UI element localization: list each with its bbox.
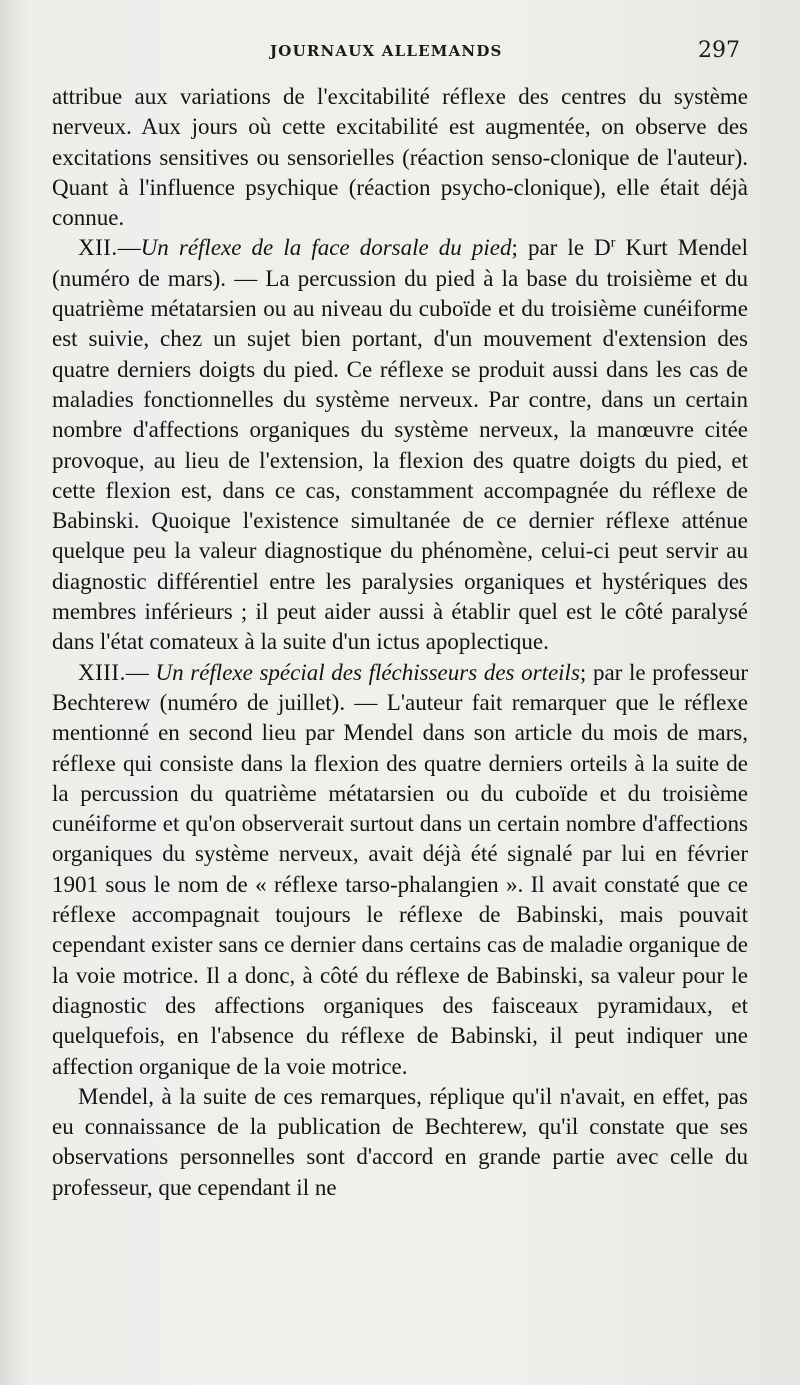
section-dash: — <box>125 659 149 685</box>
section-text: ; par le professeur Bechterew (numéro de juillet). — L'auteur fait remarquer que le réflexe mentionné en second lieu par Mendel dans son article du mois de mars, réflexe qui consiste dans la flexion des quatre derniers orteils à la suite de la percussion du quatrième métatarsien ou du cuboïde et du troisième cunéiforme et qu'on observerait surtout dans un certain nombre d'affections organiques du système nerveux, avait déjà été signalé par lui en février 1901 sous le nom de « réflexe tarso-phalangien ». Il avait constaté que ce réflexe accompagnait toujours le réflexe de Babinski, mais pouvait cependant exister sans ce dernier dans certains cas de maladie organique de la voie motrice. Il a donc, à côté du réflexe de Babinski, sa valeur pour le diagnostic des affections organiques des faisceaux pyramidaux, et quelquefois, en l'absence du réflexe de Babinski, il peut indiquer une affection organique de la voie motrice. <box>52 659 748 1079</box>
section-text: Kurt Mendel (numéro de mars). — La percussion du pied à la base du troisième et du quatrième métatarsien ou au niveau du cuboïde et du troisième cunéiforme est suivie, chez un sujet bien portant, d'un mouvement d'extension des quatre derniers doigts du pied. Ce réflexe se produit aussi dans les cas de maladies fonctionnelles du système nerveux. Par contre, dans un certain nombre d'affections organiques du système nerveux, la manœuvre citée provoque, au lieu de l'extension, la flexion des quatre doigts du pied, et cette flexion est, dans ce cas, constamment accompagnée du réflexe de Babinski. Quoique l'existence simultanée de ce dernier réflexe atténue quelque peu la valeur diagnostique du phénomène, celui-ci peut servir au diagnostic différentiel entre les paralysies organiques et hystériques des membres inférieurs ; il peut aider aussi à établir quel est le côté paralysé dans l'état comateux à la suite d'un ictus apoplectique. <box>52 235 749 655</box>
paragraph-continuation: attribue aux variations de l'excitabilité réflexe des centres du système nerveux. Aux jours où cette excitabilité est augmentée, on observe des excitations sensitives ou sensorielles (réaction senso-clonique de l'auteur). Quant à l'influence psychique (réaction psycho-clonique), elle était déjà connue. <box>52 84 748 231</box>
section-number: XII. <box>78 235 118 261</box>
body-text <box>52 82 748 1203</box>
paragraph-xiii <box>52 658 748 1082</box>
section-dash: — <box>117 235 141 261</box>
section-title: Un réflexe de la face dorsale du pied <box>140 235 512 261</box>
paragraph-xii <box>52 233 748 657</box>
running-head: JOURNAUX ALLEMANDS <box>270 42 503 60</box>
paragraph-mendel: Mendel, à la suite de ces remarques, réplique qu'il n'avait, en effet, pas eu connaissance de la publication de Bechterew, qu'il constate que ses observations personnelles sont d'accord en grande partie avec celle du professeur, que cependant il ne <box>52 1083 748 1200</box>
section-number: XIII. <box>78 659 126 685</box>
superscript: r <box>610 235 616 251</box>
page-header <box>54 38 740 68</box>
section-lead: ; par le D <box>511 235 611 261</box>
page-number: 297 <box>698 38 740 63</box>
section-title: Un réflexe spécial des fléchisseurs des orteils <box>155 659 580 685</box>
